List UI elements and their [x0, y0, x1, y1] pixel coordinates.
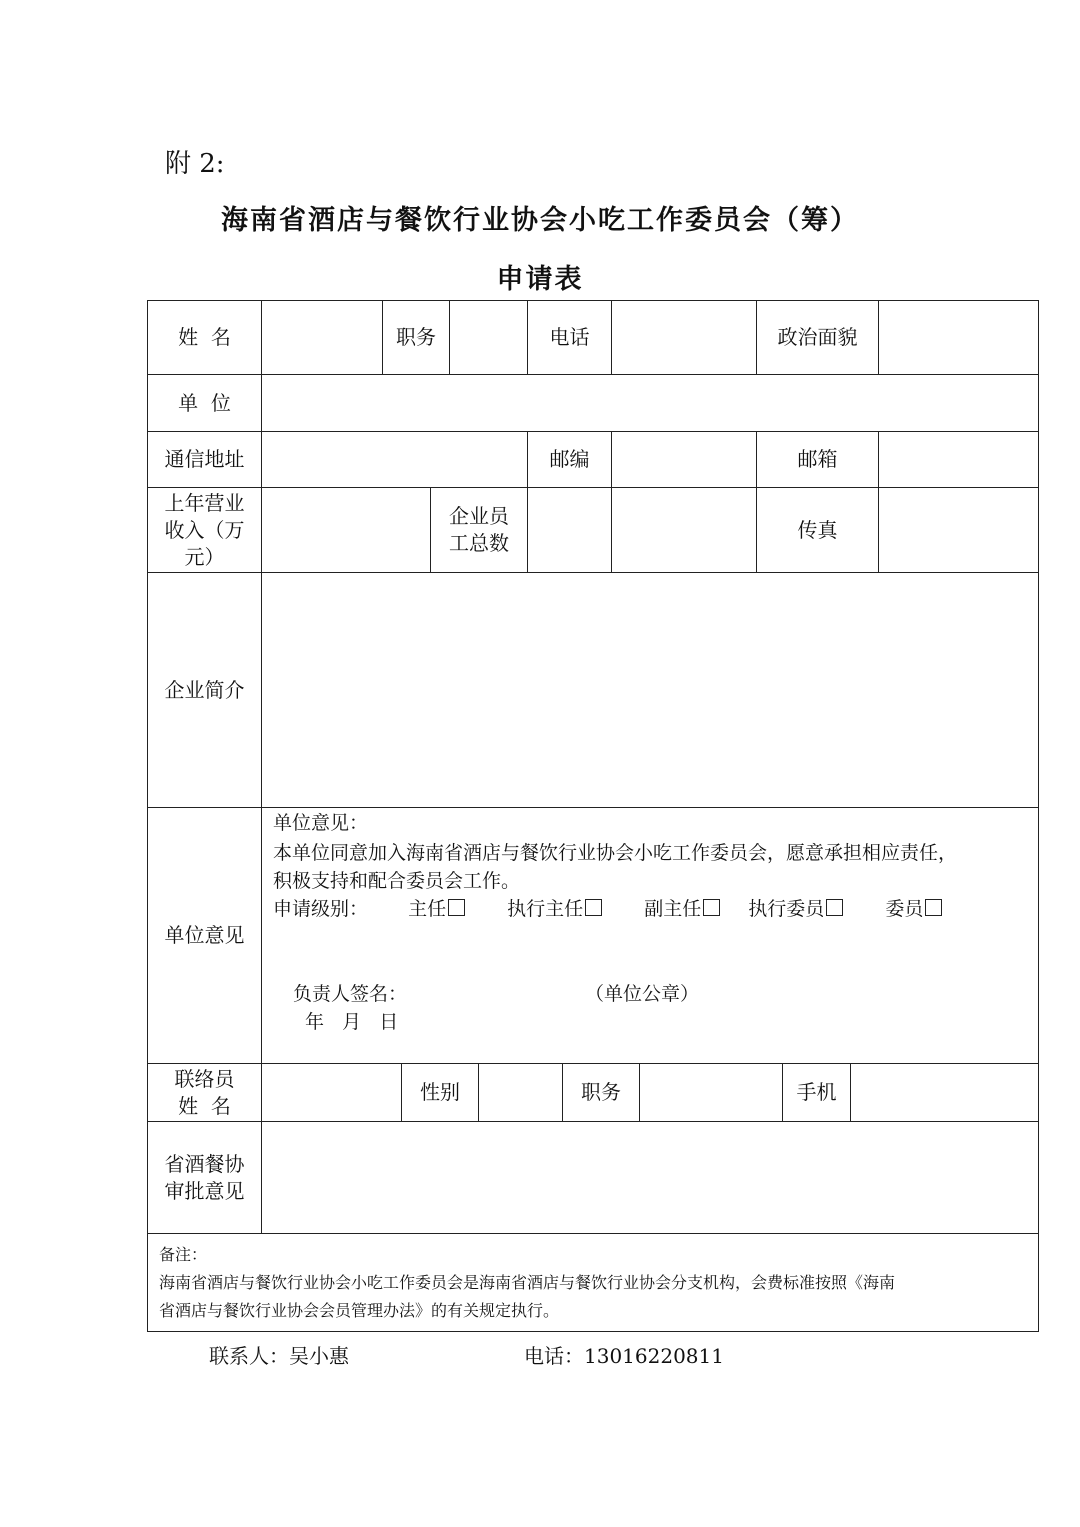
phone-field[interactable]: [612, 301, 756, 374]
contact-person: 联系人：吴小惠: [209, 1344, 349, 1368]
note-text-line2: 省酒店与餐饮行业协会会员管理办法》的有关规定执行。: [159, 1301, 560, 1320]
contact-phone: 电话：13016220811: [524, 1344, 724, 1368]
company-intro-label: 企业简介: [164, 677, 245, 702]
unit-opinion-statement-line2: 积极支持和配合委员会工作。: [273, 870, 521, 892]
approval-opinion-label: 省酒餐协 审批意见: [164, 1151, 245, 1203]
level-option-deputy-director[interactable]: 副主任: [644, 894, 720, 924]
document-title: 海南省酒店与餐饮行业协会小吃工作委员会（筹）: [221, 205, 859, 236]
note-heading: 备注：: [159, 1245, 208, 1264]
approval-opinion-field[interactable]: [262, 1122, 1037, 1233]
unit-label: 单 位: [178, 390, 231, 415]
email-label: 邮箱: [797, 447, 838, 471]
application-level-row: [273, 894, 942, 924]
mobile-field[interactable]: [851, 1064, 1037, 1121]
address-label: 通信地址: [164, 447, 245, 471]
fax-label: 传真: [797, 517, 838, 542]
name-label: 姓 名: [178, 325, 231, 349]
fax-field[interactable]: [879, 488, 1037, 572]
unit-seal-label: （单位公章）: [585, 983, 700, 1005]
revenue-field[interactable]: [262, 488, 430, 572]
signature-label: 负责人签名：: [293, 983, 408, 1005]
level-option-executive-member[interactable]: 执行委员: [748, 894, 843, 924]
unit-opinion-statement-line1: 本单位同意加入海南省酒店与餐饮行业协会小吃工作委员会，愿意承担相应责任，: [273, 842, 958, 864]
date-label: 年 月 日: [305, 1011, 399, 1033]
company-intro-field[interactable]: [262, 573, 1037, 807]
liaison-name-field[interactable]: [262, 1064, 401, 1121]
postcode-label: 邮编: [549, 447, 590, 471]
unit-field[interactable]: [262, 375, 1037, 431]
revenue-label: 上年营业 收入（万 元）: [164, 490, 245, 569]
checkbox-member[interactable]: [925, 899, 942, 916]
checkbox-director[interactable]: [448, 899, 465, 916]
gender-label: 性别: [420, 1080, 460, 1104]
address-field[interactable]: [262, 432, 527, 487]
name-field[interactable]: [262, 301, 382, 374]
unit-opinion-heading: 单位意见：: [273, 812, 369, 834]
position-label: 职务: [396, 325, 436, 349]
level-option-member[interactable]: 委员: [885, 894, 942, 924]
level-option-director[interactable]: 主任: [408, 894, 465, 924]
attachment-label: 附 2:: [165, 149, 225, 179]
liaison-position-field[interactable]: [640, 1064, 782, 1121]
politics-label: 政治面貌: [777, 325, 858, 349]
position-field[interactable]: [450, 301, 527, 374]
phone-label: 电话: [549, 325, 590, 349]
email-field[interactable]: [879, 432, 1037, 487]
application-level-label: 申请级别：: [273, 898, 369, 920]
staff-count-label: 企业员 工总数: [449, 504, 509, 555]
level-option-executive-director[interactable]: 执行主任: [507, 894, 602, 924]
liaison-name-label: 联络员 姓 名: [174, 1066, 235, 1118]
liaison-position-label: 职务: [581, 1080, 621, 1104]
note-text-line1: 海南省酒店与餐饮行业协会小吃工作委员会是海南省酒店与餐饮行业协会分支机构，会费标准按照《海南: [159, 1273, 896, 1292]
gender-field[interactable]: [479, 1064, 562, 1121]
blank-field[interactable]: [612, 488, 756, 572]
checkbox-deputy-director[interactable]: [703, 899, 720, 916]
staff-count-field[interactable]: [528, 488, 611, 572]
checkbox-executive-director[interactable]: [585, 899, 602, 916]
document-subtitle: 申请表: [496, 264, 584, 295]
row-divider: [147, 1233, 1039, 1234]
postcode-field[interactable]: [612, 432, 756, 487]
mobile-label: 手机: [796, 1080, 837, 1104]
unit-opinion-label: 单位意见: [164, 923, 245, 947]
checkbox-executive-member[interactable]: [826, 899, 843, 916]
politics-field[interactable]: [879, 301, 1037, 374]
